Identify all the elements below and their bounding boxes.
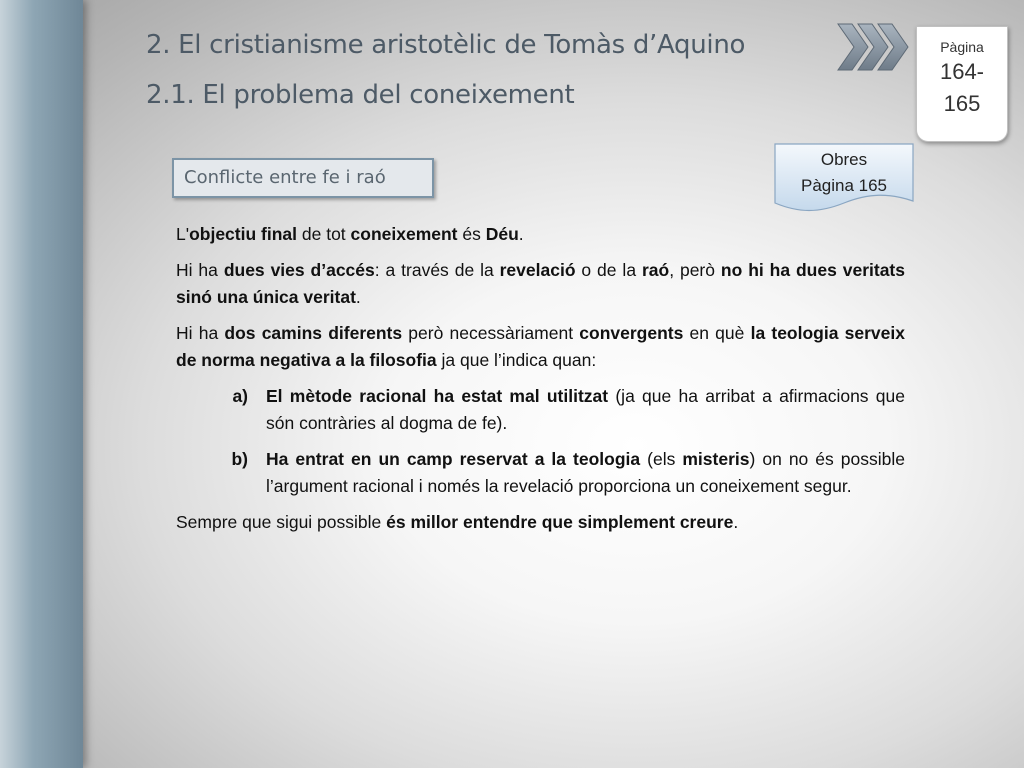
sidebar-decoration	[0, 0, 83, 768]
body-text	[176, 221, 905, 545]
section-heading: Conflicte entre fe i raó	[172, 158, 434, 198]
list-marker: a)	[232, 386, 248, 406]
obres-note-title: Obres	[820, 150, 868, 169]
paragraph-1: L'objectiu final de tot coneixement és Déu.	[176, 224, 524, 244]
list-item-text: Ha entrat en un camp reservat a la teologia (els misteris) on no és possible l’argument racional i només la revelació proporciona un coneixement segur.	[266, 449, 905, 496]
paragraph-2: Hi ha dues vies d’accés: a través de la revelació o de la raó, però no hi ha dues veritats sinó una única veritat.	[176, 260, 905, 307]
list-item-text: El mètode racional ha estat mal utilitzat (ja que ha arribat a afirmacions que són contràries al dogma de fe).	[266, 386, 905, 433]
paragraph-3: Hi ha dos camins diferents però necessàriament convergents en què la teologia serveix de norma negativa a la filosofia ja que l’indica quan:	[176, 323, 905, 370]
slide-subtitle: 2.1. El problema del coneixement	[146, 80, 575, 110]
page-tab-number-start: 164-	[939, 59, 985, 84]
list-marker: b)	[231, 449, 248, 469]
paragraph-4: Sempre que sigui possible és millor entendre que simplement creure.	[176, 512, 739, 532]
list-item-b	[176, 446, 905, 500]
page-tab-number-end: 165	[943, 91, 981, 116]
page-tab-label: Pàgina	[940, 39, 984, 55]
obres-note-page: Pàgina 165	[800, 176, 888, 195]
page-number-tab	[916, 26, 1008, 142]
list-item-a	[176, 383, 905, 437]
slide-title: 2. El cristianisme aristotèlic de Tomàs d’Aquino	[146, 30, 746, 60]
obres-note	[774, 143, 914, 213]
triple-chevron-right-icon	[836, 22, 914, 72]
